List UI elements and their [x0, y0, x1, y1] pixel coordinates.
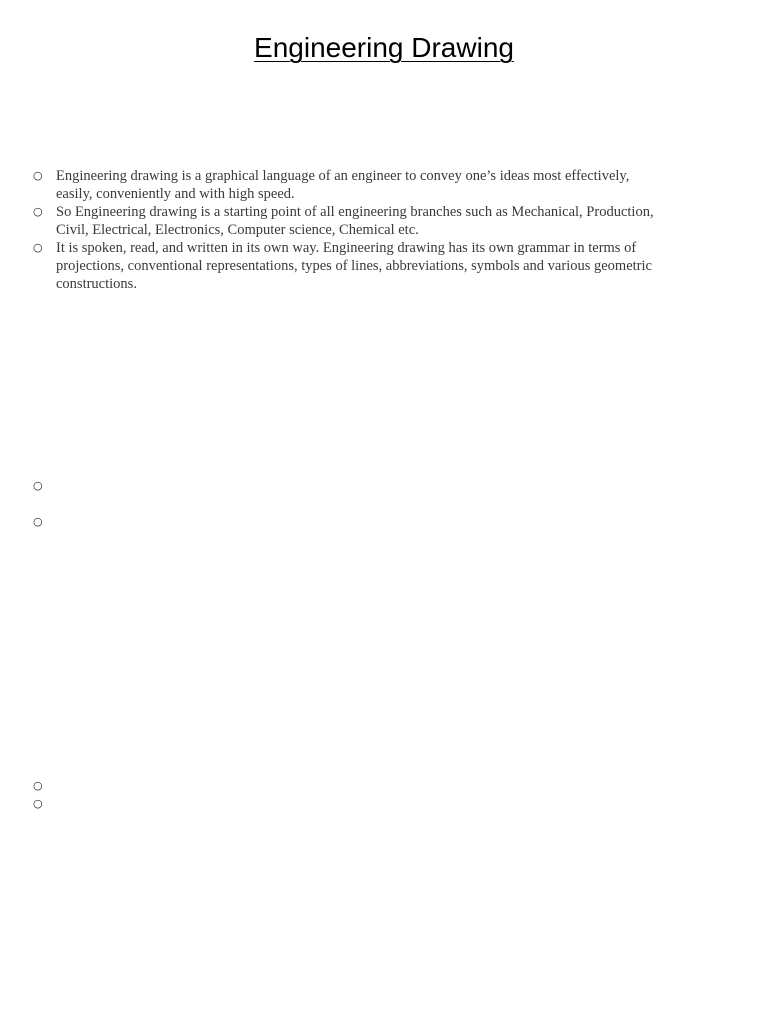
circle-bullet-icon: ○ — [33, 241, 43, 254]
circle-bullet-icon: ○ — [33, 205, 43, 218]
circle-bullet-icon: ○ — [33, 779, 43, 792]
circle-bullet-icon: ○ — [33, 515, 43, 528]
bullet-text: It is spoken, read, and written in its own way. Engineering drawing has its own grammar in terms of projections, conventional representations, types of lines, abbreviations, symbols and various geometric constructions. — [56, 240, 652, 292]
bullet-text: So Engineering drawing is a starting point of all engineering branches such as Mechanical, Production, Civil, Electrical, Electronics, Computer science, Chemical etc. — [56, 204, 654, 238]
circle-bullet-icon: ○ — [33, 169, 43, 182]
circle-bullet-icon: ○ — [33, 479, 43, 492]
page-title: Engineering Drawing — [254, 32, 514, 63]
circle-bullet-icon: ○ — [33, 797, 43, 810]
bullet-text: Engineering drawing is a graphical language of an engineer to convey one’s ideas most effectively, easily, conveniently and with high speed. — [56, 168, 630, 202]
